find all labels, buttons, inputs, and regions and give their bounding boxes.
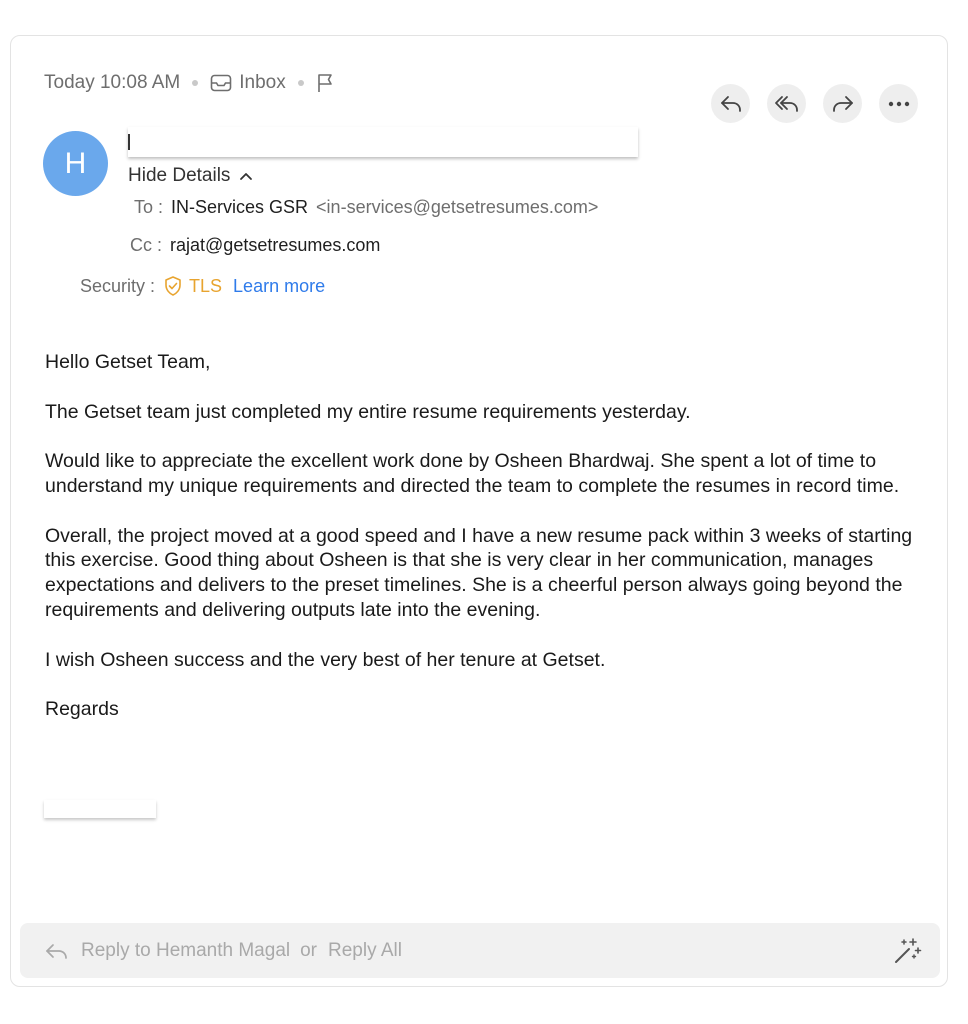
security-row [80, 275, 325, 297]
security-label: Security : [80, 275, 156, 296]
sender-name-redacted [128, 127, 638, 157]
email-meta [44, 70, 334, 96]
reply-icon [44, 941, 70, 961]
email-date: Today 10:08 AM [44, 72, 181, 93]
separator-dot [298, 80, 304, 86]
greeting: Hello Getset Team, [45, 351, 211, 373]
reply-or-text: or [300, 939, 318, 961]
to-label: To : [134, 197, 164, 217]
more-icon [888, 101, 910, 107]
folder-label[interactable] [210, 72, 285, 94]
chevron-up-icon [239, 172, 253, 181]
separator-dot [192, 80, 198, 86]
flag-icon[interactable] [316, 73, 334, 93]
security-status: TLS [189, 275, 223, 296]
signature-redacted [44, 800, 156, 818]
learn-more-link[interactable]: Learn more [233, 275, 326, 296]
reply-button[interactable] [711, 84, 750, 123]
to-row [134, 197, 598, 218]
reply-to-sender-link[interactable]: Reply to Hemanth Magal [81, 939, 291, 961]
inbox-icon [210, 74, 232, 92]
to-recipient-email[interactable]: <in-services@getsetresumes.com> [316, 197, 599, 217]
forward-button[interactable] [823, 84, 862, 123]
magic-wand-icon[interactable] [892, 937, 922, 965]
body-paragraph: Overall, the project moved at a good speed and I have a new resume pack within 3 weeks of starting this exercise. Good thing about Osheen is that she is very clear in her communication, manages expectations and delivers to the preset timelines. She is a cheerful person always going beyond the requirements and delivering outputs late into the evening. [45, 524, 913, 621]
reply-all-button[interactable] [767, 84, 806, 123]
sender-avatar[interactable]: H [43, 131, 108, 196]
shield-check-icon [163, 275, 183, 297]
reply-all-icon [774, 94, 800, 114]
reply-icon [719, 94, 743, 114]
cc-label: Cc : [130, 235, 163, 255]
reply-all-link[interactable]: Reply All [328, 939, 402, 961]
sign-off: Regards [45, 698, 119, 721]
quick-reply-bar[interactable] [20, 923, 940, 978]
folder-name: Inbox [239, 72, 286, 93]
forward-icon [831, 94, 855, 114]
cc-recipient-email[interactable]: rajat@getsetresumes.com [170, 235, 381, 255]
body-paragraph: The Getset team just completed my entire resume requirements yesterday. [45, 400, 691, 423]
message-actions [711, 84, 918, 123]
body-paragraph: I wish Osheen success and the very best of her tenure at Getset. [45, 648, 606, 671]
email-body [45, 350, 935, 747]
cc-row [130, 235, 380, 256]
body-paragraph: Would like to appreciate the excellent work done by Osheen Bhardwaj. She spent a lot of time to understand my unique requirements and directed the team to complete the resumes in record time. [45, 450, 900, 497]
hide-details-label: Hide Details [128, 165, 231, 186]
text-caret [128, 134, 130, 150]
more-options-button[interactable] [879, 84, 918, 123]
to-recipient-name[interactable]: IN-Services GSR [171, 197, 309, 217]
hide-details-toggle[interactable] [128, 165, 253, 187]
